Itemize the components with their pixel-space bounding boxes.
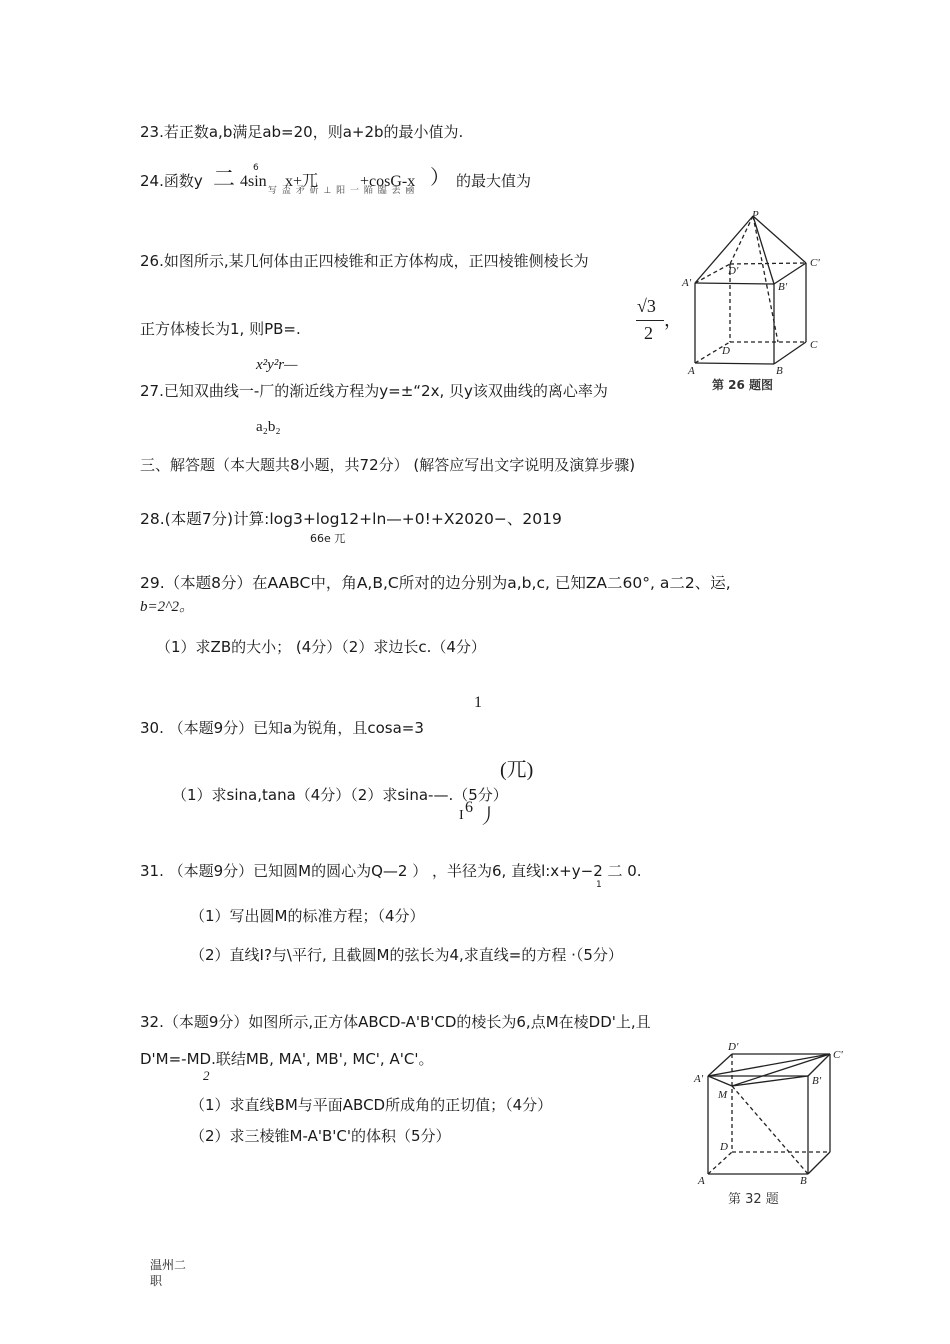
q30-line1: 30. （本题9分）已知a为锐角，且cosa=3	[140, 719, 424, 737]
footer-line2: 职	[150, 1274, 163, 1288]
q32-label-m: M	[718, 1089, 728, 1101]
q26-label-a1: A'	[682, 277, 692, 289]
q32-p1: （1）求直线BM与平面ABCD所成角的正切值；（4分）	[190, 1096, 553, 1114]
q24-rparen: ）	[430, 165, 450, 189]
q24-tail: +cosG-x	[360, 173, 416, 190]
q26-label-b: B	[776, 365, 783, 377]
q26-label-c: C	[810, 339, 818, 351]
footer-line1: 温州二	[150, 1258, 187, 1272]
q26-label-p: P	[752, 209, 759, 221]
q30-num: 1	[474, 694, 482, 711]
q32-label-d1: D'	[728, 1041, 739, 1053]
q32-label-b1: B'	[812, 1075, 822, 1087]
q31-line1: 31. （本题9分）已知圆M的圆心为Q—2 ） ，半径为6, 直线l:x+y−2 二 0.	[140, 862, 642, 880]
q26-label-d: D	[722, 345, 730, 357]
q24-sup: 6	[253, 163, 259, 173]
q32-label-a1: A'	[694, 1073, 704, 1085]
q26-figure-caption: 第 26 题图	[712, 378, 774, 392]
q30-line2: （1）求sina,tana（4分）（2）求sina-—.（5分）	[172, 786, 508, 804]
q30-six: 6	[465, 799, 473, 816]
q32-label-c1: C'	[833, 1049, 843, 1061]
q27-top: x²y²r—	[256, 357, 298, 373]
q26-label-c1: C'	[810, 257, 820, 269]
q24-equals: 二	[213, 166, 236, 191]
q24-arg: x+兀	[285, 173, 319, 190]
q24-body: 4sin	[240, 173, 267, 190]
q32-figure-caption: 第 32 题	[728, 1192, 779, 1207]
q26-frac-den: 2	[644, 323, 653, 343]
q24-suffix: 的最大值为	[456, 172, 532, 190]
q32-line1: 32.（本题9分）如图所示,正方体ABCD-A'B'CD的棱长为6,点M在棱DD'上,且	[140, 1013, 651, 1031]
q32-label-d: D	[720, 1141, 728, 1153]
section3-header: 三、解答题（本大题共8小题，共72分） (解答应写出文字说明及演算步骤)	[140, 456, 636, 474]
q29-line2: （1）求ZB的大小； (4分）（2）求边长c.（4分）	[156, 638, 486, 656]
q24-prefix: 24.函数y	[140, 172, 203, 190]
q24-garbled: 写 盃 矛 斫 ⊥ 阳 一 陥 臨 丢 凾	[268, 186, 416, 196]
q26-figure	[678, 208, 828, 398]
q32-label-b: B	[800, 1175, 807, 1187]
q32-two: 2	[203, 1068, 210, 1083]
q27-bottom: a₂b₂	[256, 419, 281, 435]
q27-line: 27.已知双曲线一-厂的渐近线方程为y=±“2x, 贝y该双曲线的离心率为	[140, 382, 608, 400]
q26-line2: 正方体棱长为1, 则PB=.	[140, 320, 301, 338]
q30-bar: I	[459, 808, 464, 823]
q30-paren: 丿	[478, 804, 498, 828]
q32-label-a: A	[698, 1175, 705, 1187]
q29-line1b: b=2^2。	[140, 599, 194, 615]
q28-text: 28.(本题7分)计算:log3+log12+ln—+0!+X2020−、2019	[140, 510, 562, 528]
q26-label-a: A	[688, 365, 695, 377]
q26-frac-comma: ，	[664, 310, 682, 331]
q32-figure	[690, 1036, 843, 1207]
q23-text: 23.若正数a,b满足ab=20，则a+2b的最小值为.	[140, 123, 464, 141]
q26-frac-bar	[636, 320, 664, 321]
q30-pi: (兀)	[500, 759, 534, 781]
q26-label-d1: D'	[728, 265, 739, 277]
q31-sub1: 1	[596, 880, 602, 890]
q32-line2: D'M=-MD.联结MB, MA', MB', MC', A'C'。	[140, 1050, 434, 1068]
q29-line1: 29.（本题8分）在AABC中，角A,B,C所对的边分别为a,b,c, 已知ZA二60°, a二2、运,	[140, 574, 731, 592]
q31-p2: （2）直线I?与\平行, 且截圆M的弦长为4,求直线=的方程 ·（5分）	[190, 946, 623, 964]
q26-frac-num: √3	[637, 296, 656, 316]
q31-p1: （1）写出圆M的标准方程；（4分）	[190, 907, 425, 925]
q32-p2: （2）求三棱锥M-A'B'C'的体积（5分）	[190, 1127, 451, 1145]
q28-sub: 66e 兀	[310, 532, 346, 545]
q26-line1: 26.如图所示,某几何体由正四棱锥和正方体构成，正四棱锥侧棱长为	[140, 252, 589, 270]
q26-label-b1: B'	[778, 281, 788, 293]
